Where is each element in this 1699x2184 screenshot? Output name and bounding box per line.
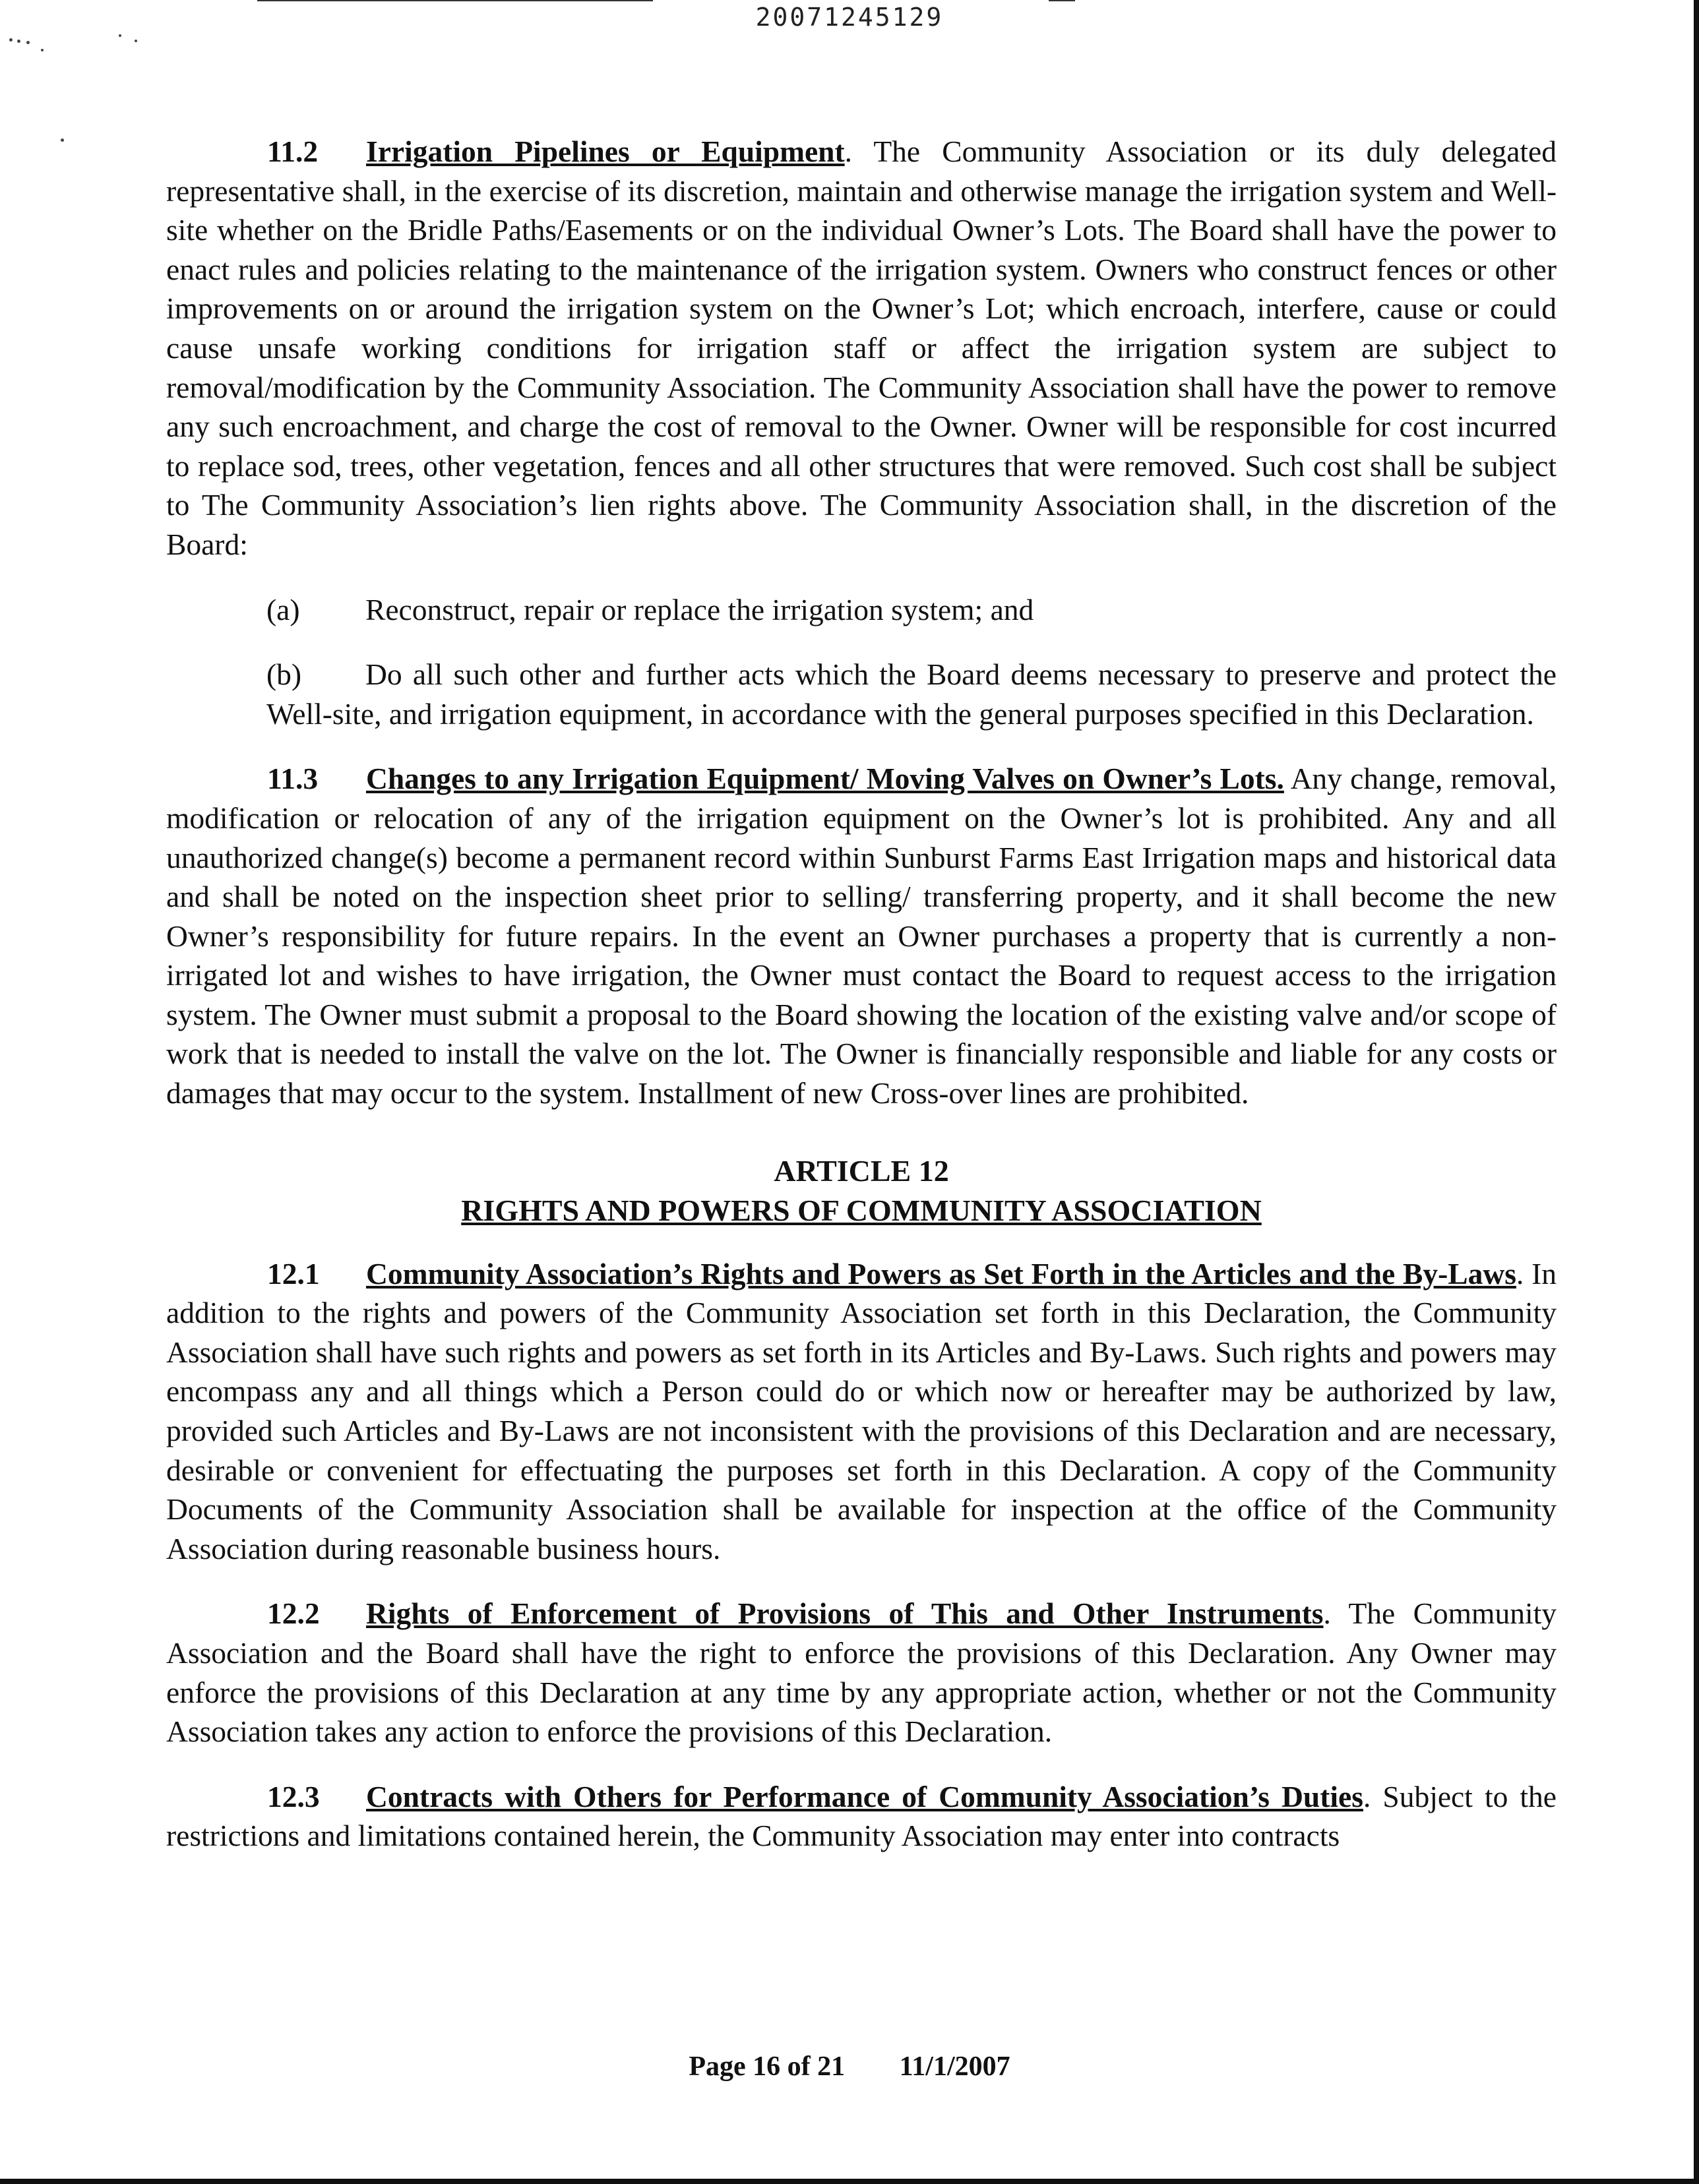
scan-top-rule-short xyxy=(1049,0,1075,1)
scan-speck xyxy=(135,40,137,42)
scan-speck xyxy=(61,138,64,142)
list-item-a xyxy=(166,590,1557,630)
list-item-text: Reconstruct, repair or replace the irrigation system; and xyxy=(365,592,1034,626)
section-11-2 xyxy=(166,132,1557,564)
page-footer xyxy=(0,2051,1699,2082)
section-12-2 xyxy=(166,1594,1557,1751)
section-body: . The Community Association and the Board shall have the right to enforce the provisions of this Declaration. Any Owner may enforce the provisions of this Declaration at any time by any appropriate action, whether or not the Community Association takes any action to enforce the provisions of this Declaration. xyxy=(166,1596,1557,1749)
article-12-heading xyxy=(166,1151,1557,1230)
section-number: 12.1 xyxy=(267,1256,320,1290)
article-number: ARTICLE 12 xyxy=(774,1153,949,1188)
section-title: Contracts with Others for Performance of Community Association’s Duties xyxy=(366,1779,1363,1813)
section-12-3 xyxy=(166,1777,1557,1856)
footer-date: 11/1/2007 xyxy=(899,2051,1010,2082)
section-12-1 xyxy=(166,1254,1557,1569)
section-number: 11.2 xyxy=(267,135,319,168)
scan-border-bottom xyxy=(0,2179,1699,2184)
section-body: . In addition to the rights and powers of the Community Association set forth in this Declaration, the Community Association shall have such rights and powers as set forth in its Articles and By-Laws. Such rights and powers may encompass any and all things which a Person could do or which now or hereafter may be authorized by law, provided such Articles and By-Laws are not inconsistent with the provisions of this Declaration and are necessary, desirable or convenient for effectuating the purposes set forth in this Declaration. A copy of the Community Documents of the Community Association shall be available for inspection at the office of the Community Association during reasonable business hours. xyxy=(166,1256,1557,1565)
list-item-text: Do all such other and further acts which the Board deems necessary to preserve and protect the Well-site, and irrigation equipment, in accordance with the general purposes specified in this Declaration. xyxy=(266,657,1557,731)
scan-speck xyxy=(26,41,30,44)
section-title: Irrigation Pipelines or Equipment xyxy=(366,135,845,168)
scan-top-rule xyxy=(257,0,653,1)
section-number: 12.3 xyxy=(267,1779,320,1813)
list-item-b xyxy=(166,655,1557,733)
section-body: . The Community Association or its duly delegated representative shall, in the exercise of its discretion, maintain and otherwise manage the irrigation system and Well-site whether on the Bridle Paths/Easements or on the individual Owner’s Lots. The Board shall have the power to enact rules and policies relating to the maintenance of the irrigation system. Owners who construct fences or other improvements on or around the irrigation system on the Owner’s Lot; which encroach, interfere, cause or could cause unsafe working conditions for irrigation staff or affect the irrigation system are subject to removal/modification by the Community Association. The Community Association shall have the power to remove any such encroachment, and charge the cost of removal to the Owner. Owner will be responsible for cost incurred to replace sod, trees, other vegetation, fences and all other structures that were removed. Such cost shall be subject to The Community Association’s lien rights above. The Community Association shall, in the discretion of the Board: xyxy=(166,135,1557,561)
section-title: Changes to any Irrigation Equipment/ Moving Valves on Owner’s Lots. xyxy=(366,762,1284,796)
scan-speck xyxy=(119,34,121,37)
section-body: . Subject to the restrictions and limitations contained herein, the Community Association may enter into contracts xyxy=(166,1779,1557,1853)
scan-speck xyxy=(17,40,20,43)
scan-speck xyxy=(9,38,13,42)
scan-speck xyxy=(41,49,44,51)
section-number: 12.2 xyxy=(267,1596,320,1631)
section-title: Rights of Enforcement of Provisions of This and Other Instruments xyxy=(366,1596,1324,1631)
section-title: Community Association’s Rights and Powers as Set Forth in the Articles and the By-Laws xyxy=(366,1256,1516,1290)
document-body xyxy=(166,132,1557,1881)
list-item-label: (a) xyxy=(266,592,300,626)
document-number: 20071245129 xyxy=(755,3,944,32)
article-title: RIGHTS AND POWERS OF COMMUNITY ASSOCIATION xyxy=(461,1193,1262,1227)
section-body: Any change, removal, modification or relocation of any of the irrigation equipment on the Owner’s lot is prohibited. Any and all unauthorized change(s) become a permanent record within Sunburst Farms East Irrigation maps and historical data and shall be noted on the inspection sheet prior to selling/ transferring property, and it shall become the new Owner’s responsibility for future repairs. In the event an Owner purchases a property that is currently a non-irrigated lot and wishes to have irrigation, the Owner must contact the Board to request access to the irrigation system. The Owner must submit a proposal to the Board showing the location of the existing valve and/or scope of work that is needed to install the valve on the lot. The Owner is financially responsible and liable for any costs or damages that may occur to the system. Installment of new Cross-over lines are prohibited. xyxy=(166,762,1557,1110)
section-11-3 xyxy=(166,759,1557,1112)
section-number: 11.3 xyxy=(267,762,319,796)
list-item-label: (b) xyxy=(266,657,302,692)
scan-border-right xyxy=(1694,0,1699,2184)
page-number: Page 16 of 21 xyxy=(689,2051,846,2082)
